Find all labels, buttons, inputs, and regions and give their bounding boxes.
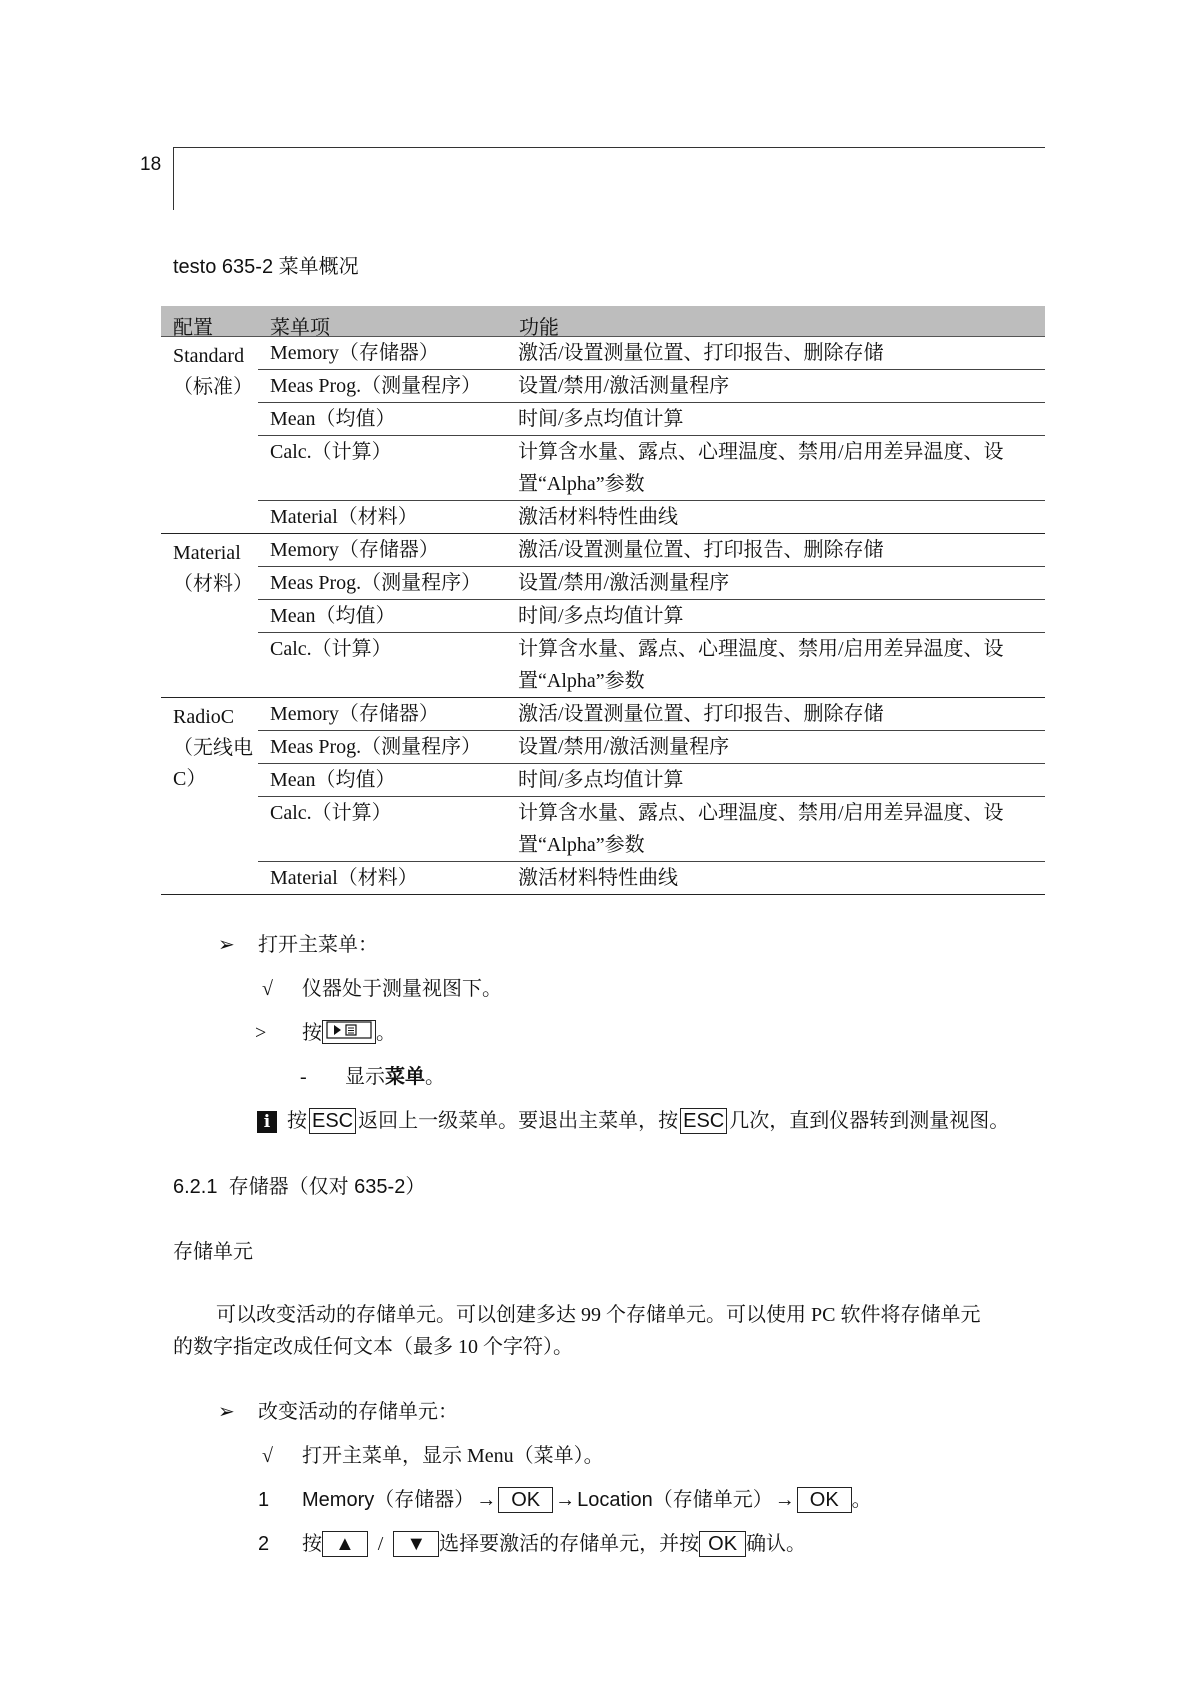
menu-item-cell: Mean（均值） bbox=[270, 769, 396, 791]
step-line bbox=[255, 1016, 396, 1045]
menu-item-cell: Memory（存储器） bbox=[270, 342, 439, 364]
step-arrow-icon: > bbox=[255, 1022, 267, 1044]
precondition-line bbox=[262, 972, 502, 1001]
step-end: 。 bbox=[376, 1022, 396, 1044]
table-row bbox=[258, 730, 1045, 763]
section-title: testo 635-2 菜单概况 bbox=[173, 256, 359, 278]
result-end: 。 bbox=[425, 1066, 445, 1088]
step-text: Memory（存储器） bbox=[302, 1489, 475, 1511]
function-cell: 时间/多点均值计算 bbox=[518, 769, 684, 791]
table-row bbox=[258, 369, 1045, 402]
info-note bbox=[257, 1104, 1009, 1134]
config-label bbox=[173, 538, 257, 600]
result-bold-text: 菜单 bbox=[385, 1066, 425, 1088]
note-text: 几次，直到仪器转到测量视图。 bbox=[729, 1110, 1010, 1132]
up-key[interactable]: ▲ bbox=[322, 1531, 368, 1557]
function-cell: 计算含水量、露点、心理温度、禁用/启用差异温度、设置“Alpha”参数 bbox=[518, 441, 1004, 495]
menu-item-cell: Mean（均值） bbox=[270, 605, 396, 627]
table-row bbox=[258, 698, 1045, 730]
flow-arrow-icon: → bbox=[555, 1489, 576, 1511]
table-row bbox=[258, 435, 1045, 500]
check-icon: √ bbox=[262, 978, 273, 1000]
function-cell: 设置/禁用/激活测量程序 bbox=[518, 375, 730, 397]
arrow-bullet-icon: ➢ bbox=[218, 1401, 235, 1423]
dash-icon: - bbox=[300, 1066, 307, 1088]
table-group-radioc bbox=[161, 698, 1045, 895]
step-text: 按 bbox=[302, 1022, 322, 1044]
function-cell: 激活/设置测量位置、打印报告、删除存储 bbox=[518, 703, 884, 725]
table-row bbox=[258, 534, 1045, 566]
config-label bbox=[173, 702, 257, 795]
menu-item-cell: Calc.（计算） bbox=[270, 441, 392, 463]
note-text: 按 bbox=[287, 1110, 307, 1132]
menu-item-cell: Calc.（计算） bbox=[270, 638, 392, 660]
function-cell: 激活材料特性曲线 bbox=[518, 506, 678, 528]
menu-item-cell: Material（材料） bbox=[270, 867, 418, 889]
ok-key[interactable]: OK bbox=[498, 1487, 553, 1513]
table-header-row bbox=[161, 306, 1045, 337]
config-text: Standard（标准） bbox=[173, 345, 253, 398]
header-vertical-rule bbox=[173, 147, 174, 210]
arrow-bullet-icon: ➢ bbox=[218, 934, 235, 956]
step-text: 选择要激活的存储单元，并按 bbox=[439, 1533, 700, 1555]
subsection-title: 存储器（仅对 635-2） bbox=[228, 1176, 426, 1198]
step-text: 确认。 bbox=[746, 1533, 807, 1555]
paragraph-line-2: 的数字指定改成任何文本（最多 10 个字符）。 bbox=[173, 1336, 573, 1358]
step-1 bbox=[258, 1483, 872, 1513]
table-row bbox=[258, 402, 1045, 435]
subsection-number: 6.2.1 bbox=[173, 1176, 218, 1198]
config-label bbox=[173, 341, 257, 403]
column-header-config: 配置 bbox=[173, 317, 213, 339]
table-row bbox=[258, 500, 1045, 533]
result-text: 显示 bbox=[345, 1066, 385, 1088]
esc-key[interactable]: ESC bbox=[309, 1108, 356, 1134]
step-text: Location（存储单元） bbox=[577, 1489, 773, 1511]
function-cell: 激活/设置测量位置、打印报告、删除存储 bbox=[518, 539, 884, 561]
function-cell: 设置/禁用/激活测量程序 bbox=[518, 572, 730, 594]
menu-item-cell: Calc.（计算） bbox=[270, 802, 392, 824]
change-cell-heading bbox=[218, 1395, 458, 1424]
subsection-heading bbox=[173, 1170, 425, 1199]
table-row bbox=[258, 566, 1045, 599]
note-text: 返回上一级菜单。要退出主菜单，按 bbox=[358, 1110, 679, 1132]
step-end: 。 bbox=[851, 1489, 872, 1511]
header-horizontal-rule bbox=[173, 147, 1045, 148]
column-header-function: 功能 bbox=[519, 317, 559, 339]
ok-key[interactable]: OK bbox=[699, 1531, 746, 1557]
function-cell: 计算含水量、露点、心理温度、禁用/启用差异温度、设置“Alpha”参数 bbox=[518, 802, 1004, 856]
menu-item-cell: Meas Prog.（测量程序） bbox=[270, 375, 482, 397]
menu-item-cell: Material（材料） bbox=[270, 506, 418, 528]
step-text: 按 bbox=[302, 1533, 322, 1555]
separator: / bbox=[377, 1533, 384, 1555]
function-cell: 设置/禁用/激活测量程序 bbox=[518, 736, 730, 758]
table-row bbox=[258, 796, 1045, 861]
table-group-material bbox=[161, 534, 1045, 698]
flow-arrow-icon: → bbox=[476, 1489, 497, 1511]
precondition-line bbox=[262, 1439, 604, 1468]
function-cell: 时间/多点均值计算 bbox=[518, 605, 684, 627]
heading-text: 改变活动的存储单元： bbox=[258, 1401, 458, 1423]
function-cell: 激活材料特性曲线 bbox=[518, 867, 678, 889]
table-row bbox=[258, 861, 1045, 894]
menu-item-cell: Memory（存储器） bbox=[270, 703, 439, 725]
open-menu-heading bbox=[218, 928, 378, 957]
config-text: Material（材料） bbox=[173, 542, 253, 595]
table-row bbox=[258, 599, 1045, 632]
step-number: 2 bbox=[258, 1533, 270, 1555]
result-line bbox=[300, 1060, 445, 1089]
function-cell: 激活/设置测量位置、打印报告、删除存储 bbox=[518, 342, 884, 364]
paragraph-line-1: 可以改变活动的存储单元。可以创建多达 99 个存储单元。可以使用 PC 软件将存储单元 bbox=[216, 1304, 981, 1326]
menu-item-cell: Mean（均值） bbox=[270, 408, 396, 430]
step-2 bbox=[258, 1527, 806, 1557]
flow-arrow-icon: → bbox=[774, 1489, 795, 1511]
menu-overview-table bbox=[161, 306, 1045, 895]
table-row bbox=[258, 763, 1045, 796]
check-icon: √ bbox=[262, 1445, 273, 1467]
function-cell: 时间/多点均值计算 bbox=[518, 408, 684, 430]
function-cell: 计算含水量、露点、心理温度、禁用/启用差异温度、设置“Alpha”参数 bbox=[518, 638, 1004, 692]
menu-item-cell: Meas Prog.（测量程序） bbox=[270, 736, 482, 758]
menu-key-button[interactable] bbox=[322, 1020, 376, 1044]
menu-key-icon bbox=[326, 1021, 372, 1039]
column-header-menu-item: 菜单项 bbox=[270, 317, 330, 339]
precondition-text: 仪器处于测量视图下。 bbox=[302, 978, 502, 1000]
page-number: 18 bbox=[140, 154, 162, 175]
menu-item-cell: Meas Prog.（测量程序） bbox=[270, 572, 482, 594]
info-icon: i bbox=[257, 1111, 277, 1133]
ok-key[interactable]: OK bbox=[797, 1487, 852, 1513]
down-key[interactable]: ▼ bbox=[393, 1531, 439, 1557]
config-text: RadioC（无线电 C） bbox=[173, 706, 253, 790]
subheading: 存储单元 bbox=[173, 1241, 253, 1263]
menu-item-cell: Memory（存储器） bbox=[270, 539, 439, 561]
table-row bbox=[258, 632, 1045, 697]
table-row bbox=[258, 337, 1045, 369]
esc-key[interactable]: ESC bbox=[680, 1108, 727, 1134]
precondition-text: 打开主菜单，显示 Menu（菜单）。 bbox=[302, 1445, 604, 1467]
step-number: 1 bbox=[258, 1489, 270, 1511]
table-group-standard bbox=[161, 337, 1045, 534]
heading-text: 打开主菜单： bbox=[258, 934, 378, 956]
